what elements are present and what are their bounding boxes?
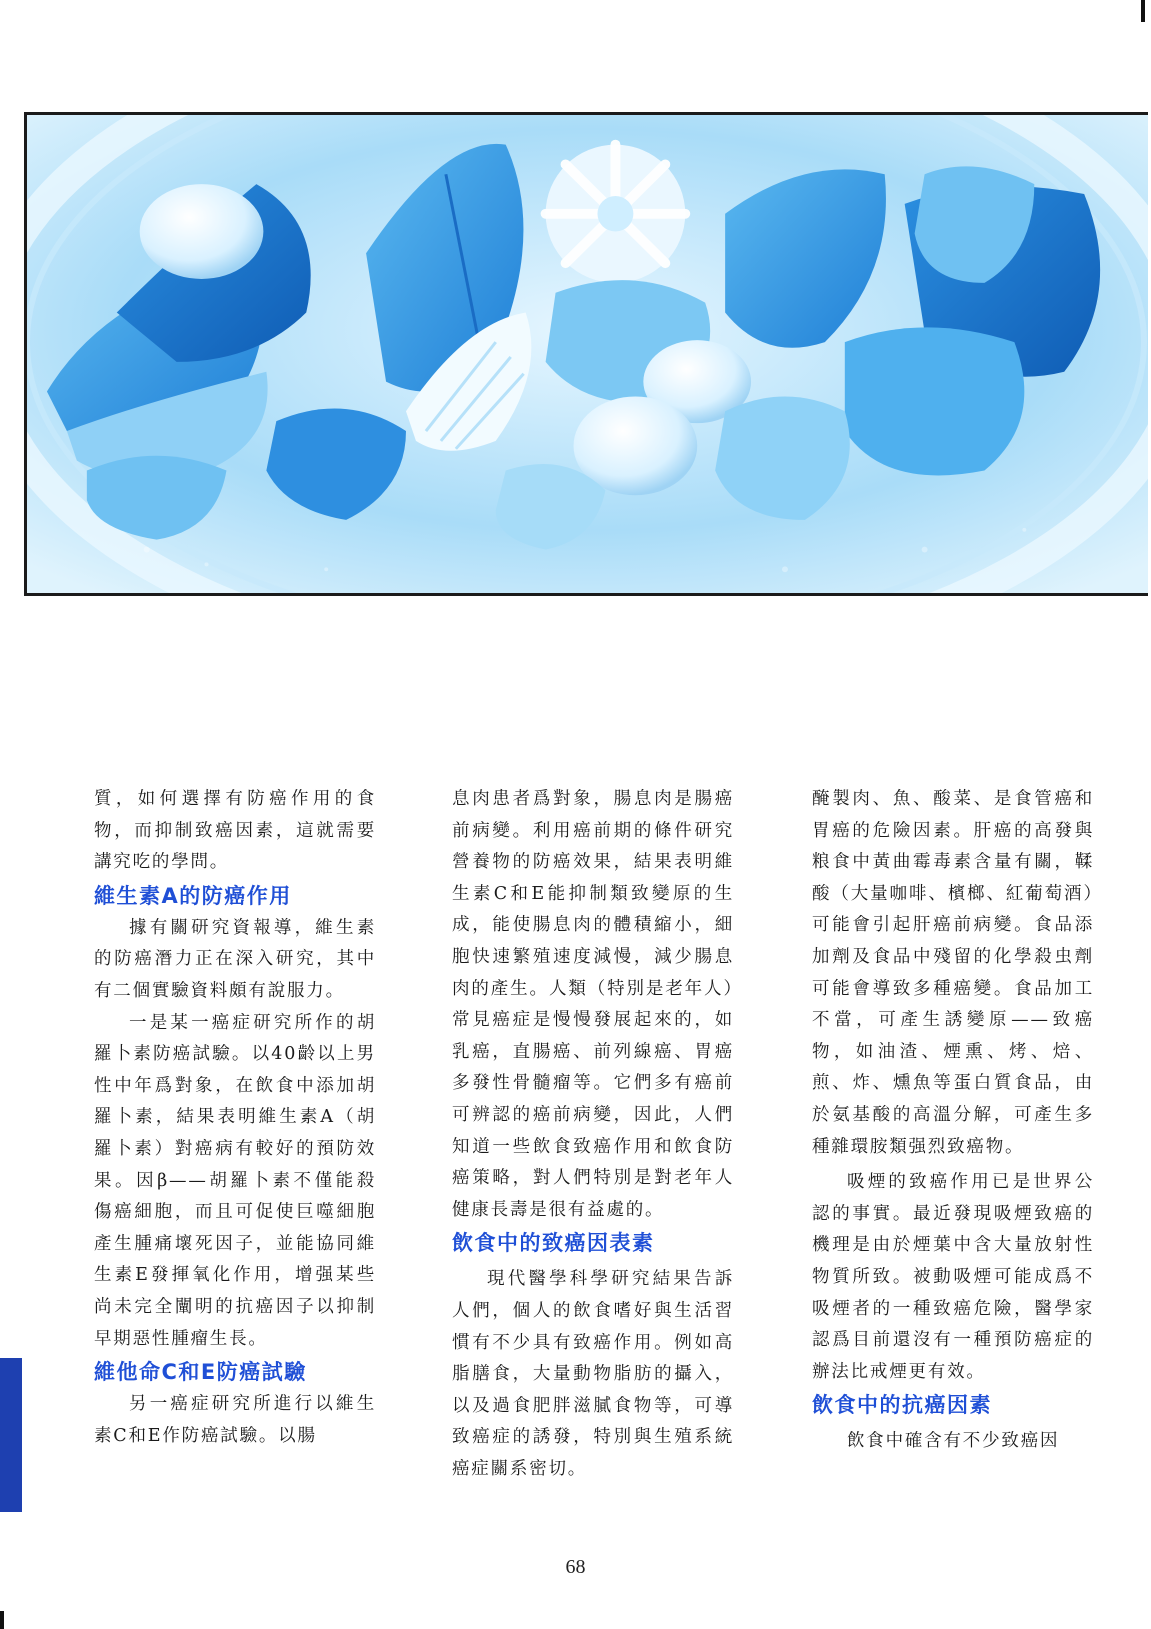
column1-paragraph-1: 質，如何選擇有防癌作用的食物，而抑制致癌因素，這就需要講究吃的學問。: [94, 789, 376, 873]
heading-anticancer-factors: 飲食中的抗癌因素: [812, 1393, 992, 1418]
corner-crop-mark: [1141, 0, 1145, 22]
food-photo: [24, 112, 1148, 596]
column3-paragraph-3: 飲食中確含有不少致癌因: [847, 1431, 1060, 1452]
page-number: 68: [565, 1556, 586, 1578]
column3-paragraph-2: 吸煙的致癌作用已是世界公認的事實。最近發現吸煙致癌的機理是由於煙葉中含大量放射性物質所致。被動吸煙可能成爲不吸煙者的一種致癌危險，醫學家認爲目前還沒有一種預防癌症的辦法比戒煙更有效。: [812, 1172, 1094, 1382]
text-column-2: [452, 784, 734, 1485]
corner-crop-mark-bottom: [0, 1611, 4, 1629]
column2-paragraph-1: 息肉患者爲對象，腸息肉是腸癌前病變。利用癌前期的條件研究營養物的防癌效果，結果表明維生素C和E能抑制類致變原的生成，能使腸息肉的體積縮小，細胞快速繁殖速度減慢，減少腸息肉的產生。人類（特別是老年人）常見癌症是慢慢發展起來的，如乳癌，直腸癌、前列線癌、胃癌多發性骨髓瘤等。它們多有癌前可辨認的癌前病變，因此，人們知道一些飲食致癌作用和飲食防癌策略，對人們特別是對老年人健康長壽是很有益處的。: [452, 789, 734, 1220]
column1-paragraph-4: 另一癌症研究所進行以維生素C和E作防癌試驗。以腸: [94, 1394, 376, 1446]
column2-paragraph-2: 現代醫學科學研究結果告訴人們，個人的飲食嗜好與生活習慣有不少具有致癌作用。例如高脂膳食，大量動物脂肪的攝入，以及過食肥胖滋膩食物等，可導致癌症的誘發，特別與生殖系統癌症關系密切。: [452, 1269, 734, 1479]
column1-paragraph-3: 一是某一癌症研究所作的胡羅卜素防癌試驗。以40齡以上男性中年爲對象，在飲食中添加胡羅卜素，結果表明維生素A（胡羅卜素）對癌病有較好的預防效果。因β——胡羅卜素不僅能殺傷癌細胞，而且可促使巨噬細胞產生腫痛壞死因子，並能協同維生素E發揮氧化作用，增强某些尚未完全闡明的抗癌因子以抑制早期惡性腫瘤生長。: [94, 1012, 376, 1349]
text-column-1: [94, 784, 376, 1452]
text-column-3: [812, 784, 1094, 1458]
column3-paragraph-1: 醃製肉、魚、酸菜、是食管癌和胃癌的危險因素。肝癌的高發與粮食中黃曲霉毒素含量有關，鞣酸（大量咖啡、檳榔、紅葡萄酒）可能會引起肝癌前病變。食品添加劑及食品中殘留的化學殺虫劑可能會導致多種癌變。食品加工不當，可產生誘變原——致癌物，如油渣、煙熏、烤、焙、煎、炸、燻魚等蛋白質食品，由於氨基酸的高溫分解，可產生多種雜環胺類强烈致癌物。: [812, 789, 1094, 1157]
column1-paragraph-2: 據有關研究資報導，維生素的防癌潛力正在深入研究，其中有二個實驗資料頗有說服力。: [94, 917, 376, 1001]
heading-vitamin-c-e: 維他命C和E防癌試驗: [94, 1360, 307, 1385]
heading-vitamin-a: 維生素A的防癌作用: [94, 883, 292, 908]
food-photo-illustration: [27, 115, 1148, 593]
side-accent-bar: [0, 1358, 22, 1512]
heading-carcinogenic-factors: 飲食中的致癌因表素: [452, 1231, 655, 1256]
